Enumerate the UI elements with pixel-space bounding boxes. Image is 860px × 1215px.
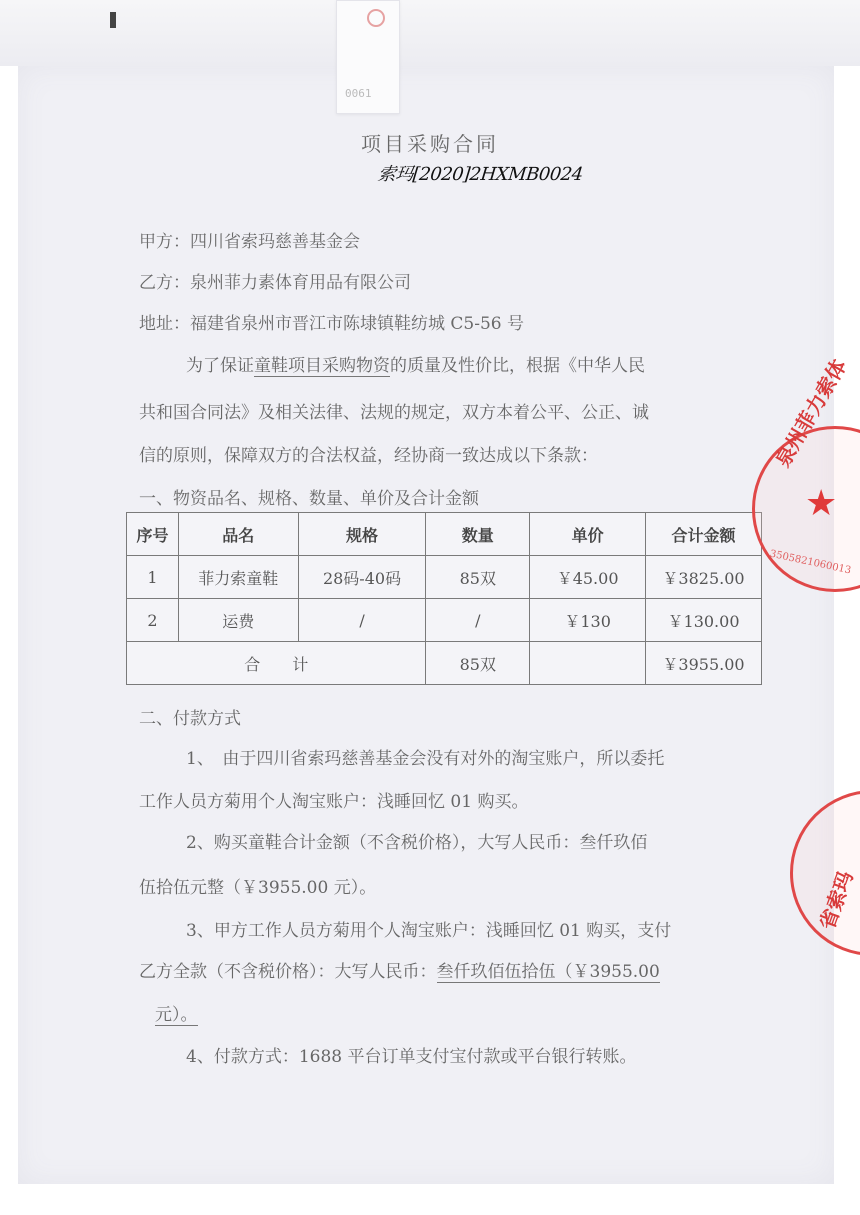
header-cell: 规格 [298, 513, 426, 556]
header-cell: 数量 [426, 513, 530, 556]
section-2-heading: 二、付款方式 [139, 709, 241, 729]
seal-text: 省索玛 [814, 867, 858, 933]
table-cell: ￥45.00 [530, 556, 646, 599]
table-cell: 2 [127, 599, 179, 642]
payment-4: 4、付款方式：1688 平台订单支付宝付款或平台银行转账。 [186, 1047, 637, 1067]
table-cell: 85双 [426, 556, 530, 599]
payment-2-line-1: 2、购买童鞋合计金额（不含税价格），大写人民币：叁仟玖佰 [186, 833, 648, 853]
paper-tape-label [336, 0, 400, 114]
total-quantity: 85双 [426, 642, 530, 685]
table-cell: / [298, 599, 426, 642]
tape-stamp-mark [367, 9, 385, 27]
party-b: 乙方：泉州菲力素体育用品有限公司 [139, 273, 411, 293]
payment-3-line-1: 3、甲方工作人员方菊用个人淘宝账户：浅睡回忆 01 购买，支付 [186, 921, 672, 941]
table-header-row [127, 513, 762, 556]
header-cell: 品名 [178, 513, 298, 556]
table-total-row [127, 642, 762, 685]
tape-number: 0061 [345, 87, 372, 100]
table-cell: 1 [127, 556, 179, 599]
party-a: 甲方：四川省索玛慈善基金会 [139, 232, 360, 252]
header-cell: 单价 [530, 513, 646, 556]
address: 地址：福建省泉州市晋江市陈埭镇鞋纺城 C5-56 号 [139, 314, 525, 334]
table-cell: ￥130.00 [646, 599, 762, 642]
table-row [127, 599, 762, 642]
payment-2-line-2: 伍拾伍元整（￥3955.00 元）。 [139, 878, 377, 898]
payment-3-line-3: 元）。 [155, 1005, 198, 1025]
seal-text: 泉州菲力索体 [770, 355, 852, 471]
table-cell: 菲力索童鞋 [178, 556, 298, 599]
seal-star-icon: ★ [805, 483, 838, 524]
table-row [127, 556, 762, 599]
table-cell: 运费 [178, 599, 298, 642]
total-amount: ￥3955.00 [646, 642, 762, 685]
section-1-heading: 一、物资品名、规格、数量、单价及合计金额 [139, 489, 479, 509]
table-cell [530, 642, 646, 685]
header-cell: 序号 [127, 513, 179, 556]
payment-3-line-2: 乙方全款（不含税价格）：大写人民币：叁仟玖佰伍拾伍（￥3955.00 [139, 962, 660, 982]
payment-1-line-1: 1、 由于四川省索玛慈善基金会没有对外的淘宝账户，所以委托 [186, 749, 665, 769]
contract-number: 索玛[2020]2HXMB0024 [376, 164, 584, 185]
payment-1-line-2: 工作人员方菊用个人淘宝账户：浅睡回忆 01 购买。 [139, 792, 529, 812]
total-label: 合 计 [127, 642, 426, 685]
intro-line-3: 信的原则，保障双方的合法权益，经协商一致达成以下条款： [139, 446, 598, 466]
underlined-project-name: 童鞋项目采购物资 [254, 356, 390, 376]
seal-serial: 3505821060013 [768, 548, 852, 577]
document-title: 项目采购合同 [361, 132, 499, 156]
scan-top-margin [0, 0, 860, 66]
scan-artifact [110, 12, 116, 28]
underlined-amount: 叁仟玖佰伍拾伍（￥3955.00 [436, 962, 660, 982]
table-cell: ￥3825.00 [646, 556, 762, 599]
table-cell: ￥130 [530, 599, 646, 642]
items-table [126, 512, 762, 685]
intro-line-1: 为了保证童鞋项目采购物资的质量及性价比，根据《中华人民 [186, 356, 645, 376]
table-cell: / [426, 599, 530, 642]
intro-line-2: 共和国合同法》及相关法律、法规的规定，双方本着公平、公正、诚 [139, 403, 649, 423]
table-cell: 28码-40码 [298, 556, 426, 599]
header-cell: 合计金额 [646, 513, 762, 556]
